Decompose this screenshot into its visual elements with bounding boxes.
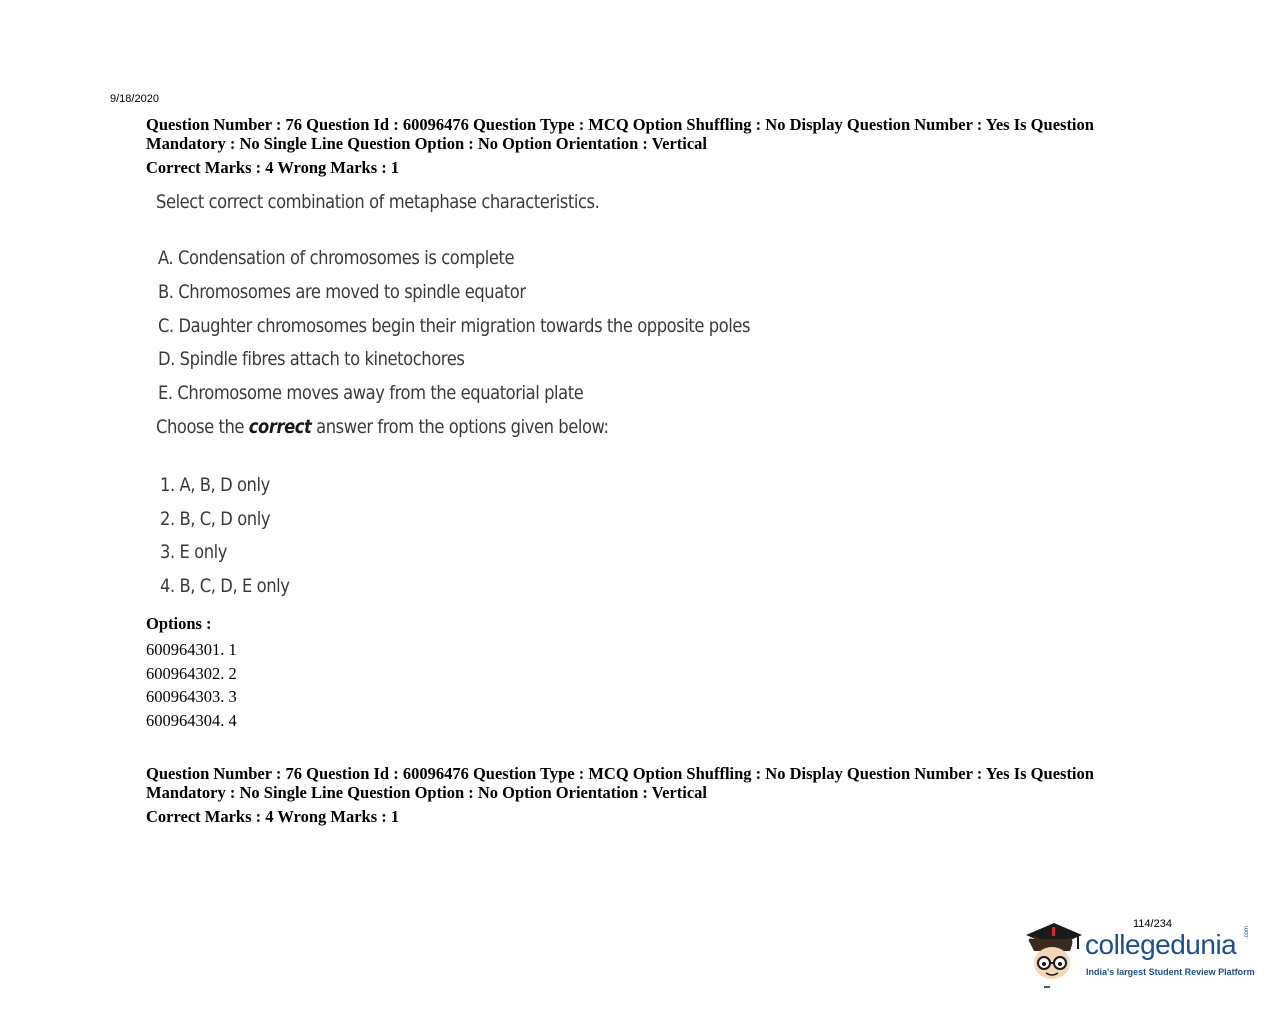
option-item: 600964302. 2 <box>146 663 237 683</box>
choose-suffix: answer from the options given below: <box>311 416 609 438</box>
brand-name: collegedunia <box>1085 929 1237 960</box>
question-body-image <box>146 183 751 608</box>
statement-item: B. Chromosomes are moved to spindle equator <box>158 281 526 303</box>
option-item: 600964303. 3 <box>146 687 237 707</box>
page-number: 114/234 <box>1133 918 1172 930</box>
answer-choice: 1. A, B, D only <box>160 474 270 496</box>
question-stem: Select correct combination of metaphase characteristics. <box>156 191 600 213</box>
statement-item: D. Spindle fibres attach to kinetochores <box>158 348 465 370</box>
statement-item: E. Chromosome moves away from the equatorial plate <box>158 382 584 404</box>
option-item: 600964301. 1 <box>146 640 237 659</box>
options-heading: Options : <box>146 614 212 633</box>
next-question-meta-line2: Mandatory : No Single Line Question Option : No Option Orientation : Vertical <box>146 783 708 802</box>
question-marks: Correct Marks : 4 Wrong Marks : 1 <box>146 158 400 177</box>
brand-tagline: India's largest Student Review Platform <box>1086 967 1255 977</box>
print-date: 9/18/2020 <box>110 93 159 105</box>
choose-instruction <box>156 416 609 438</box>
answer-choice: 2. B, C, D only <box>160 508 271 530</box>
next-question-marks: Correct Marks : 4 Wrong Marks : 1 <box>146 807 400 826</box>
question-meta-line1: Question Number : 76 Question Id : 60096476 Question Type : MCQ Option Shuffling : No Display Question Number : Yes Is Question <box>146 115 1094 134</box>
options-list <box>146 638 237 733</box>
statement-item: C. Daughter chromosomes begin their migration towards the opposite poles <box>158 315 751 337</box>
question-meta-line2: Mandatory : No Single Line Question Option : No Option Orientation : Vertical <box>146 134 708 153</box>
option-item: 600964304. 4 <box>146 711 237 731</box>
statement-item: A. Condensation of chromosomes is complete <box>158 247 515 269</box>
collegedunia-logo <box>1020 915 1260 990</box>
next-question-meta <box>146 764 1156 826</box>
mascot-icon <box>1020 917 1086 989</box>
choose-emphasis: correct <box>248 416 312 438</box>
question-meta <box>146 115 1156 177</box>
answer-choice: 4. B, C, D, E only <box>160 575 290 597</box>
brand-suffix: .com <box>1244 925 1250 939</box>
answer-choice: 3. E only <box>160 541 227 563</box>
choose-prefix: Choose the <box>156 416 249 438</box>
next-question-meta-line1: Question Number : 76 Question Id : 60096476 Question Type : MCQ Option Shuffling : No Display Question Number : Yes Is Question <box>146 764 1094 783</box>
